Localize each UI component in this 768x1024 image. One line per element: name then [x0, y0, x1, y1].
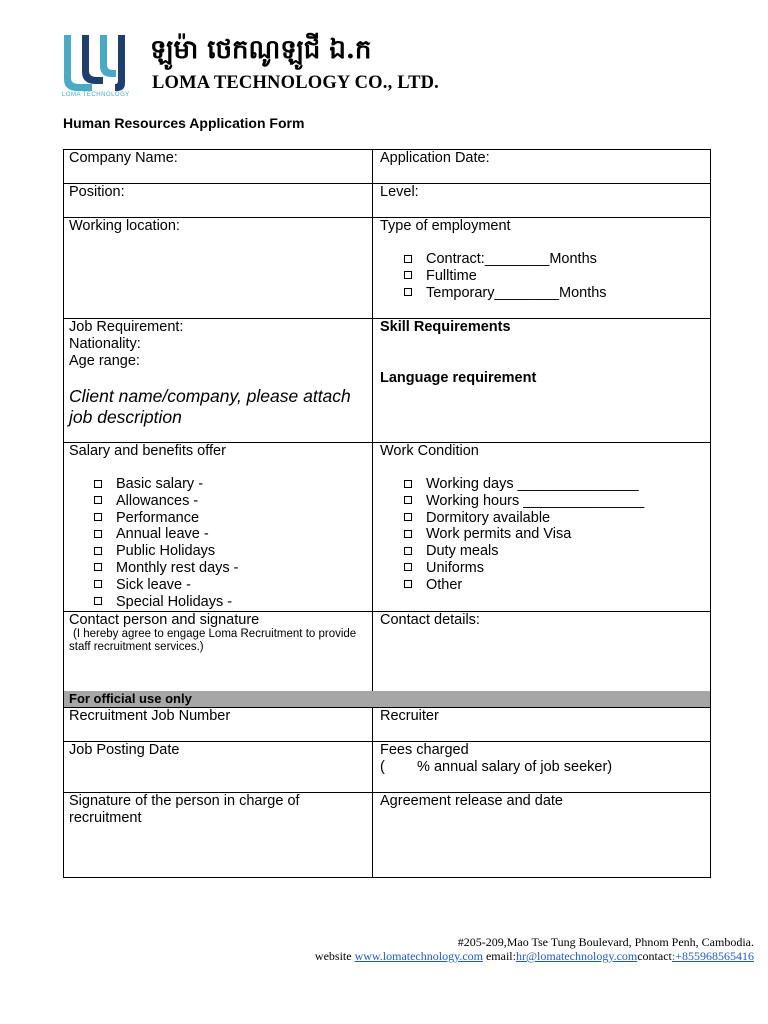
checkbox-icon[interactable] — [404, 271, 412, 279]
company-name-field[interactable]: Company Name: — [69, 150, 178, 166]
checkbox-icon[interactable] — [94, 563, 102, 571]
work-option[interactable]: Duty meals — [403, 543, 703, 560]
age-range-label[interactable]: Age range: — [69, 353, 140, 369]
company-logo — [62, 33, 132, 101]
skill-requirements-label[interactable]: Skill Requirements — [380, 319, 511, 335]
footer-contact-line — [315, 949, 754, 964]
column-divider — [372, 149, 373, 878]
contact-label: contact — [637, 949, 672, 963]
checkbox-icon[interactable] — [404, 513, 412, 521]
salary-option[interactable]: Allowances - — [93, 493, 363, 510]
recruitment-job-number-field[interactable]: Recruitment Job Number — [69, 708, 231, 724]
checkbox-icon[interactable] — [404, 255, 412, 263]
checkbox-icon[interactable] — [404, 547, 412, 555]
work-option[interactable]: Other — [403, 577, 703, 594]
employment-option-fulltime[interactable]: Fulltime — [403, 268, 703, 285]
position-field[interactable]: Position: — [69, 184, 125, 200]
salary-option[interactable]: Performance — [93, 510, 363, 527]
agreement-release-field[interactable]: Agreement release and date — [380, 793, 563, 809]
contact-details-field[interactable]: Contact details: — [380, 612, 480, 628]
form-title: Human Resources Application Form — [63, 115, 305, 131]
nationality-label[interactable]: Nationality: — [69, 336, 141, 352]
work-option[interactable]: Working hours _______________ — [403, 493, 703, 510]
checkbox-icon[interactable] — [404, 580, 412, 588]
official-use-header: For official use only — [64, 691, 710, 707]
employment-option-temporary[interactable]: Temporary________Months — [403, 285, 703, 302]
checkbox-icon[interactable] — [404, 530, 412, 538]
salary-option[interactable]: Annual leave - — [93, 526, 363, 543]
email-link[interactable]: hr@lomatechnology.com — [515, 949, 638, 963]
salary-benefits-label: Salary and benefits offer — [69, 443, 226, 459]
checkbox-icon[interactable] — [404, 288, 412, 296]
work-option[interactable]: Work permits and Visa — [403, 526, 703, 543]
checkbox-icon[interactable] — [404, 496, 412, 504]
job-posting-date-field[interactable]: Job Posting Date — [69, 742, 180, 758]
checkbox-icon[interactable] — [94, 530, 102, 538]
checkbox-icon[interactable] — [404, 563, 412, 571]
work-option[interactable]: Dormitory available — [403, 510, 703, 527]
fees-note: ( % annual salary of job seeker) — [380, 759, 613, 775]
employment-option-contract[interactable]: Contract:________Months — [403, 251, 703, 268]
salary-option[interactable]: Basic salary - — [93, 476, 363, 493]
job-requirement-label[interactable]: Job Requirement: — [69, 319, 184, 335]
company-name: LOMA TECHNOLOGY CO., LTD. — [152, 73, 440, 93]
phone-link[interactable]: :+855968565416 — [671, 949, 754, 963]
work-condition-label: Work Condition — [380, 443, 479, 459]
checkbox-icon[interactable] — [94, 597, 102, 605]
website-link[interactable]: www.lomatechnology.com — [354, 949, 483, 963]
checkbox-icon[interactable] — [94, 480, 102, 488]
salary-option[interactable]: Special Holidays - — [93, 594, 363, 611]
khmer-company-name: ឡូម៉ា ថេកណូឡូជី ឯ.ក — [150, 35, 372, 65]
salary-option[interactable]: Public Holidays — [93, 543, 363, 560]
checkbox-icon[interactable] — [94, 513, 102, 521]
checkbox-icon[interactable] — [94, 547, 102, 555]
application-date-field[interactable]: Application Date: — [380, 150, 490, 166]
checkbox-icon[interactable] — [404, 480, 412, 488]
contact-note: (I hereby agree to engage Loma Recruitment to provide staff recruitment services.) — [69, 628, 357, 653]
logo-caption: LOMA TECHNOLOGY — [62, 92, 130, 98]
salary-option[interactable]: Sick leave - — [93, 577, 363, 594]
checkbox-icon[interactable] — [94, 496, 102, 504]
level-field[interactable]: Level: — [380, 184, 419, 200]
language-requirement-label[interactable]: Language requirement — [380, 370, 537, 386]
employment-options — [403, 251, 703, 301]
client-note: Client name/company, please attach job description — [69, 386, 351, 427]
salary-option[interactable]: Monthly rest days - — [93, 560, 363, 577]
work-option[interactable]: Uniforms — [403, 560, 703, 577]
email-label: email: — [482, 949, 516, 963]
signature-person-field[interactable]: Signature of the person in charge of recruitment — [69, 793, 300, 826]
checkbox-icon[interactable] — [94, 580, 102, 588]
fees-charged-field[interactable]: Fees charged — [380, 742, 469, 758]
working-location-field[interactable]: Working location: — [69, 218, 180, 234]
salary-options — [93, 476, 363, 610]
website-label: website — [314, 949, 355, 963]
type-of-employment-label: Type of employment — [380, 218, 511, 234]
footer-address: #205-209,Mao Tse Tung Boulevard, Phnom Penh, Cambodia. — [457, 935, 754, 949]
work-option[interactable]: Working days _______________ — [403, 476, 703, 493]
recruiter-field[interactable]: Recruiter — [380, 708, 439, 724]
contact-person-signature-field[interactable]: Contact person and signature — [69, 612, 260, 628]
work-options — [403, 476, 703, 594]
